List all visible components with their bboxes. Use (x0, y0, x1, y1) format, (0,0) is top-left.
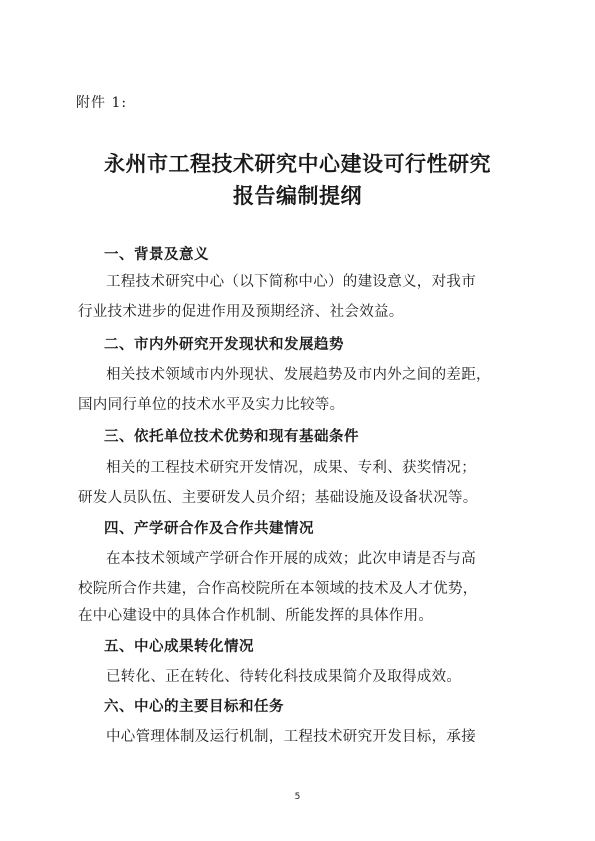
section-heading-4: 四、产学研合作及合作共建情况 (104, 521, 314, 537)
section-4-line-2: 校院所合作共建，合作高校院所在本领域的技术及人才优势， (78, 581, 478, 597)
section-3-line-1-text: 相关的工程技术研究开发情况，成果、专利、获奖情况； (106, 460, 476, 476)
section-4-line-1 (78, 547, 518, 568)
section-5-line-1 (78, 665, 518, 686)
section-heading-2: 二、市内外研究开发现状和发展趋势 (104, 337, 344, 353)
document-title-line-2: 报告编制提纲 (233, 183, 362, 208)
section-2-line-1 (78, 363, 518, 384)
section-6-line-1 (78, 725, 518, 746)
section-2-line-2: 国内同行单位的技术水平及实力比较等。 (78, 397, 345, 413)
section-1-line-1-text: 工程技术研究中心（以下简称中心）的建设意义，对我市 (106, 274, 476, 290)
section-heading-3: 三、依托单位技术优势和现有基础条件 (104, 429, 359, 445)
section-4-line-1-text: 在本技术领域产学研合作开展的成效；此次申请是否与高 (106, 551, 476, 567)
section-heading-6: 六、中心的主要目标和任务 (104, 699, 284, 715)
section-2-line-1-text: 相关技术领域市内外现状、发展趋势及市内外之间的差距， (106, 367, 491, 383)
section-3-line-1 (78, 456, 518, 477)
section-1-line-2: 行业技术进步的促进作用及预期经济、社会效益。 (78, 304, 404, 320)
section-4-line-3: 在中心建设中的具体合作机制、所能发挥的具体作用。 (78, 608, 434, 624)
section-heading-1: 一、背景及意义 (104, 247, 209, 263)
document-title-line-1: 永州市工程技术研究中心建设可行性研究 (104, 151, 491, 176)
attachment-label: 附件 1: (76, 95, 128, 111)
page-number: 5 (294, 792, 301, 802)
section-5-line-1-text: 已转化、正在转化、待转化科技成果简介及取得成效。 (106, 669, 462, 685)
section-6-line-1-text: 中心管理体制及运行机制，工程技术研究开发目标，承接 (106, 729, 476, 745)
section-heading-5: 五、中心成果转化情况 (104, 639, 254, 655)
section-3-line-2: 研发人员队伍、主要研发人员介绍；基础设施及设备状况等。 (78, 490, 478, 506)
section-1-line-1 (78, 270, 518, 291)
